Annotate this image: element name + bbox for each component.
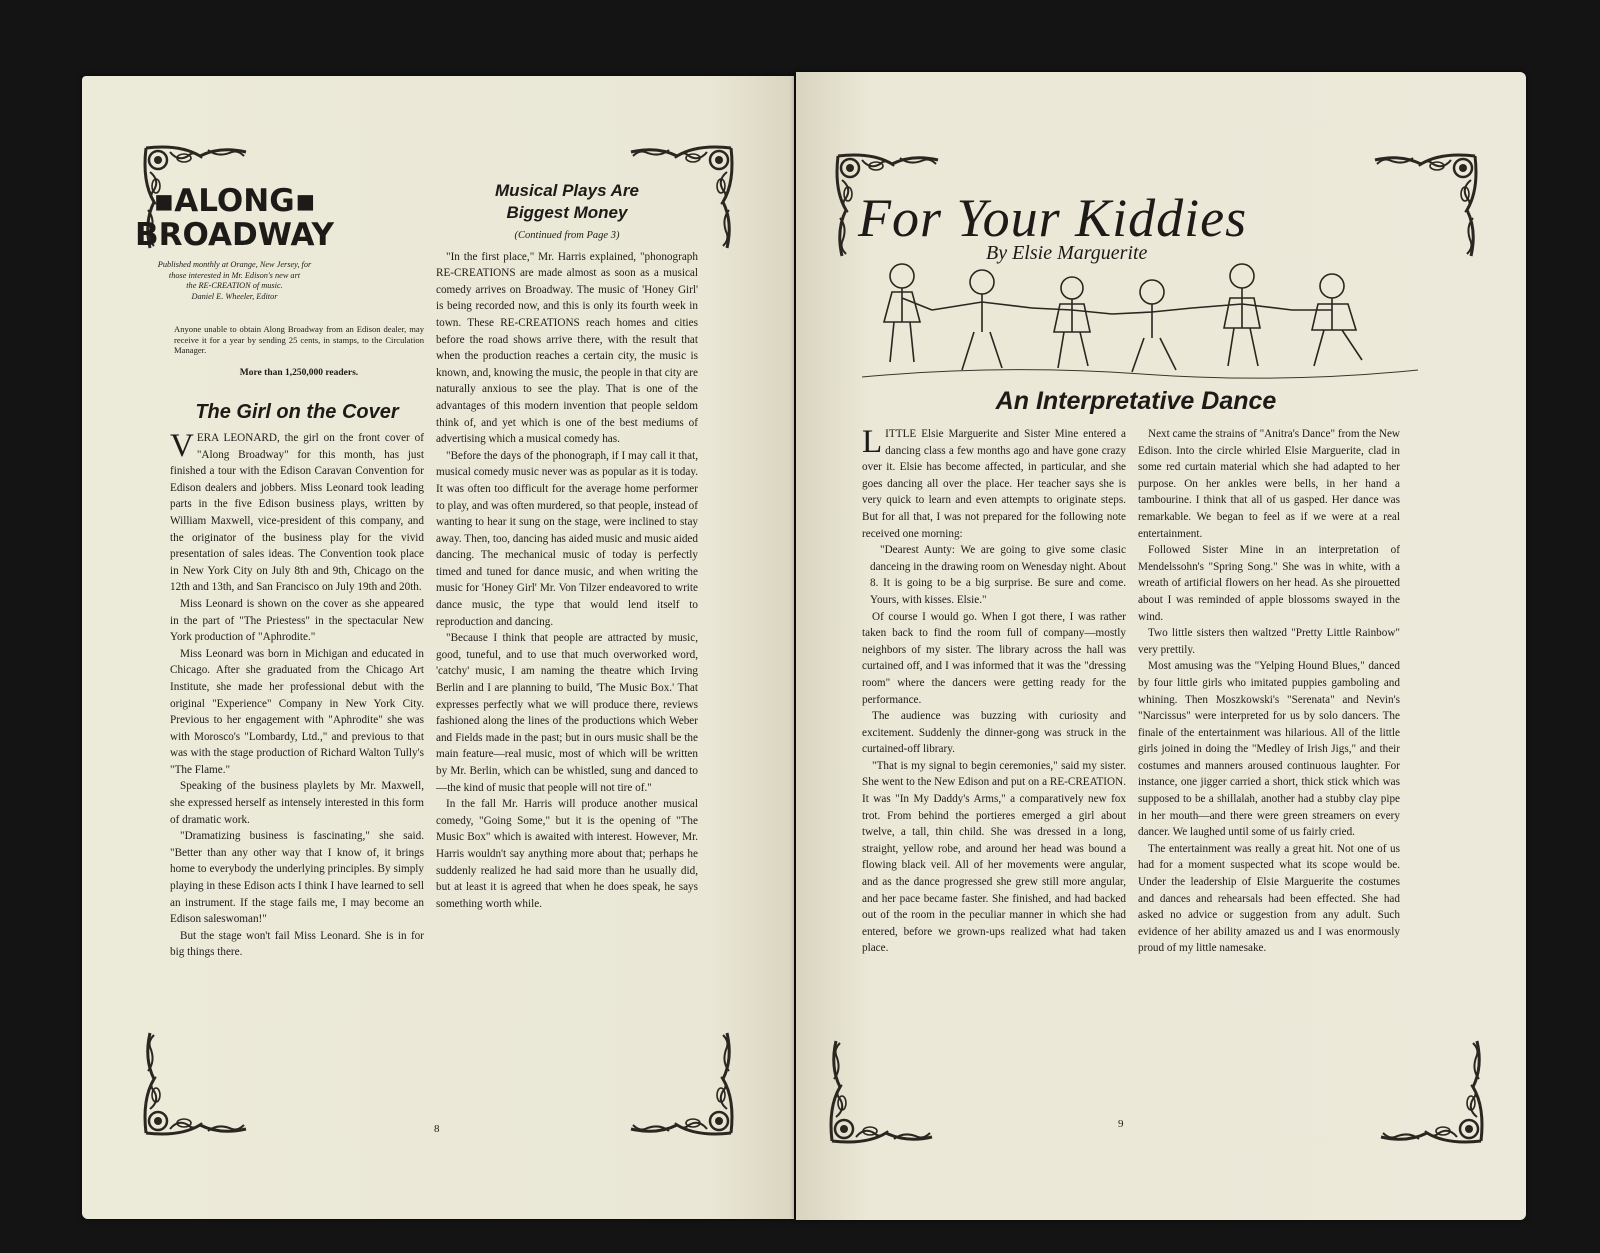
editor-line: Daniel E. Wheeler, Editor xyxy=(191,291,278,301)
article-heading: An Interpretative Dance xyxy=(995,387,1277,415)
dance-paragraph-5: Next came the strains of "Anitra's Dance" from the New Edison. Into the circle whirled Elsie Marguerite, clad in some red curtain material which she had adapted to her purpose. On her ankles were bells, in her hand a tambourine. I think that all of us gasped. Her dance was remarkable. We began to feel as if we were at a real entertainment. xyxy=(1138,428,1400,540)
dance-paragraph-9: The entertainment was really a great hit. Not one of us had for a moment suspected what its scope would be. Under the leadership of Elsie Marguerite the costumes and dances and rehearsals had been effected. She had asked no advice or suggestion from any adult. Such evidence of her ability amazed us and I was enormously proud of my little namesake. xyxy=(1138,842,1400,955)
girl-heading: The Girl on the Cover xyxy=(195,401,399,423)
dropcap-v: V xyxy=(170,428,194,464)
musical-paragraph-4: In the fall Mr. Harris will produce another musical comedy, "Going Some," but it is the opening of "The Music Box" which is awaited with interest. However, Mr. Harris wouldn't say anything more about that; perhaps he suddenly realized he had said more than he usually did, but at least it is agreed that when he does speak, he says something worth while. xyxy=(436,798,698,910)
elsie-note: "Dearest Aunty: We are going to give some clasic danceing in the drawing room on Wenesday night. About 8. It is going to be a big surprise. Be sure and come. Yours, with kisses. Elsie." xyxy=(870,544,1126,606)
celtic-knot-corner-icon xyxy=(140,1024,255,1139)
girl-paragraph-1: VERA LEONARD, the girl on the front cover of "Along Broadway" for this month, has just finished a tour with the Edison Caravan Convention for Edison dealers and jobbers. Miss Leonard took leading parts in the five Edison business plays, written by William Maxwell, vice-president of this company, and the originator of the business play for the vivid presentation of sales ideas. The Convention took place in New York City on July 8th and 9th, Chicago on the 12th and 13th, and San Francisco on July 19th and 20th. xyxy=(170,428,424,594)
musical-plays-article xyxy=(436,180,698,912)
girl-paragraph-6: But the stage won't fail Miss Leonard. She is in for big things there. xyxy=(170,929,424,959)
masthead xyxy=(132,184,337,302)
pub-line-3: the RE-CREATION of music. xyxy=(186,281,283,290)
girl-paragraph-4: Speaking of the business playlets by Mr. Maxwell, she expressed herself as intensely interested in this form of dramatic work. xyxy=(170,780,424,826)
celtic-knot-corner-icon xyxy=(826,1032,941,1147)
dance-paragraph-4: "That is my signal to begin ceremonies," said my sister. She went to the New Edison and put on a RE-CREATION. It was "In My Daddy's Arms," a comparatively new fox trot. From behind the portieres emerged a girl about twelve, a tall, thin child. She was dressed in a long, straight, yellow robe, and around her head was bound a flowing black veil. All of her movements were angular, and as the dance progressed she grew still more angular, and her pace became faster. She finished, and had backed out of the room in the peculiar manner in which she had entered, before we grown-ups realized what had taken place. xyxy=(862,759,1126,955)
continued-note: (Continued from Page 3) xyxy=(514,230,620,241)
page-number: 8 xyxy=(434,1123,440,1135)
masthead-title-line2: BROADWAY xyxy=(134,217,335,253)
dance-paragraph-8: Most amusing was the "Yelping Hound Blues," danced by four little girls who imitated puppies gamboling and whining. Then Moszkowski's "Serenata" and Nevin's "Narcissus" were interpreted for us by solo dancers. The finale of the entertainment was hilarious. All of the little girls joined in doing the "Medley of Irish Jigs," and their costumes and manners aroused continuous laughter. For instance, one jigger carried a short, thick stick which was supposed to be a shillalah, another had a stubby clay pipe in her mouth—and there were green streamers on every dancer. We laughed until some of us fairly cried. xyxy=(1138,660,1400,839)
celtic-knot-corner-icon xyxy=(622,1024,737,1139)
pub-line-2: those interested in Mr. Edison's new art xyxy=(168,270,301,280)
dancing-children-illustration xyxy=(862,252,1418,382)
musical-paragraph-1: "In the first place," Mr. Harris explained, "phonograph RE-CREATIONS are made almost as soon as a musical comedy arrives on Broadway. The music of 'Honey Girl' is being recorded now, and this is only its fourth week in town. These RE-CREATIONS reach homes and cities before the road shows arrive there, with the result that when the production reaches a certain city, the music is known, and, knowing the music, the people in that city are naturally anxious to see the play. That is one of the advantages of this modern invention that people seldom think of, and yet which is one of the best mediums of advertising which a musical comedy has. xyxy=(436,250,698,446)
dance-article-col-2 xyxy=(1138,426,1400,957)
masthead-title-line1: ▪ALONG▪ xyxy=(153,183,316,219)
right-page xyxy=(796,72,1526,1220)
girl-paragraph-2: Miss Leonard is shown on the cover as she appeared in the part of "The Priestess" in the spectacular New York production of "Aphrodite." xyxy=(170,597,424,644)
left-page xyxy=(82,76,794,1219)
dance-paragraph-3: The audience was buzzing with curiosity and excitement. Suddenly the dinner-gong was struck in the curtained-off library. xyxy=(862,710,1126,756)
girl-paragraph-5: "Dramatizing business is fascinating," she said. "Better than any other way that I know of, it brings home to everybody the underlying principles. By simply playing in these Edison acts I think I have learned to sell an instrument. If the stage fails me, I may become an Edison saleswoman!" xyxy=(170,830,424,926)
byline: By Elsie Marguerite xyxy=(986,242,1148,264)
readers-count: More than 1,250,000 readers. xyxy=(239,368,359,378)
dance-paragraph-1: LITTLE Elsie Marguerite and Sister Mine entered a dancing class a few months ago and have gone crazy over it. Elsie has become affected, in particular, and she goes dancing all over the place. Her teacher says she is very quick to learn and even attempts to originate steps. But for all that, I was not prepared for the following note received one morning: xyxy=(862,424,1126,540)
musical-paragraph-2: "Before the days of the phonograph, if I may call it that, musical comedy music never was as popular as it is today. It was often too difficult for the average home performer to play, and was often murdered, so that people, instead of wanting to hear it sung on the stage, were inclined to stay away. Then, too, dancing has aided music and music aided dancing. The mechanical music of today is perfectly timed and tuned for dance music, and when writing the music for 'Honey Girl' Mr. Von Tilzer endeavored to write dance music, the type that would lend itself to reproduction and dancing. xyxy=(436,449,698,628)
dance-paragraph-2: Of course I would go. When I got there, I was rather taken back to find the room full of company—mostly neighbors of my sister. The library across the hall was curtained off, and I was informed that it was the "dressing room" where the dancers were getting ready for the performance. xyxy=(862,610,1126,706)
pub-line-1: Published monthly at Orange, New Jersey, for xyxy=(157,260,312,269)
dance-article-col-1 xyxy=(862,426,1126,957)
dance-paragraph-6: Followed Sister Mine in an interpretation of Mendelssohn's "Spring Song." She was in white, with a wreath of artificial flowers on her head. As she pirouetted about I was reminded of apple blossoms swayed in the wind. xyxy=(1138,544,1400,623)
musical-paragraph-3: "Because I think that people are attracted by music, good, tuneful, and to use that much overworked word, 'catchy' music, I am naming the theatre which Irving Berlin and I are planning to build, 'The Music Box.' That expresses perfectly what we will produce there, reviews fashioned along the lines of the productions which Weber and Fields made in the past; but in ours music shall be the main feature—real music, most of which will be written by Mr. Berlin, which can be whistled, sung and danced to—the kind of music that people will not tire of." xyxy=(436,632,698,794)
girl-paragraph-3: Miss Leonard was born in Michigan and educated in Chicago. After she graduated from the Chicago Art Institute, she made her professional debut with the original "Experience" Company in New York City. Previous to her engagement with "Aphrodite" she was with Morosco's "Lombardy, Ltd.," and previous to that was with the stage production of Richard Walton Tully's "The Flame." xyxy=(170,647,424,776)
musical-heading-2: Biggest Money xyxy=(506,203,628,222)
musical-heading-1: Musical Plays Are xyxy=(495,181,639,200)
subscription-notice: Anyone unable to obtain Along Broadway from an Edison dealer, may receive it for a year by sending 25 cents, in stamps, to the Circulation Manager. xyxy=(174,324,424,356)
page-number: 9 xyxy=(1118,1118,1124,1130)
dance-paragraph-7: Two little sisters then waltzed "Pretty Little Rainbow" very prettily. xyxy=(1138,627,1400,656)
dropcap-l: L xyxy=(862,424,883,460)
girl-on-cover-article xyxy=(170,398,424,961)
section-title: For Your Kiddies xyxy=(858,188,1248,248)
celtic-knot-corner-icon xyxy=(1372,1032,1487,1147)
